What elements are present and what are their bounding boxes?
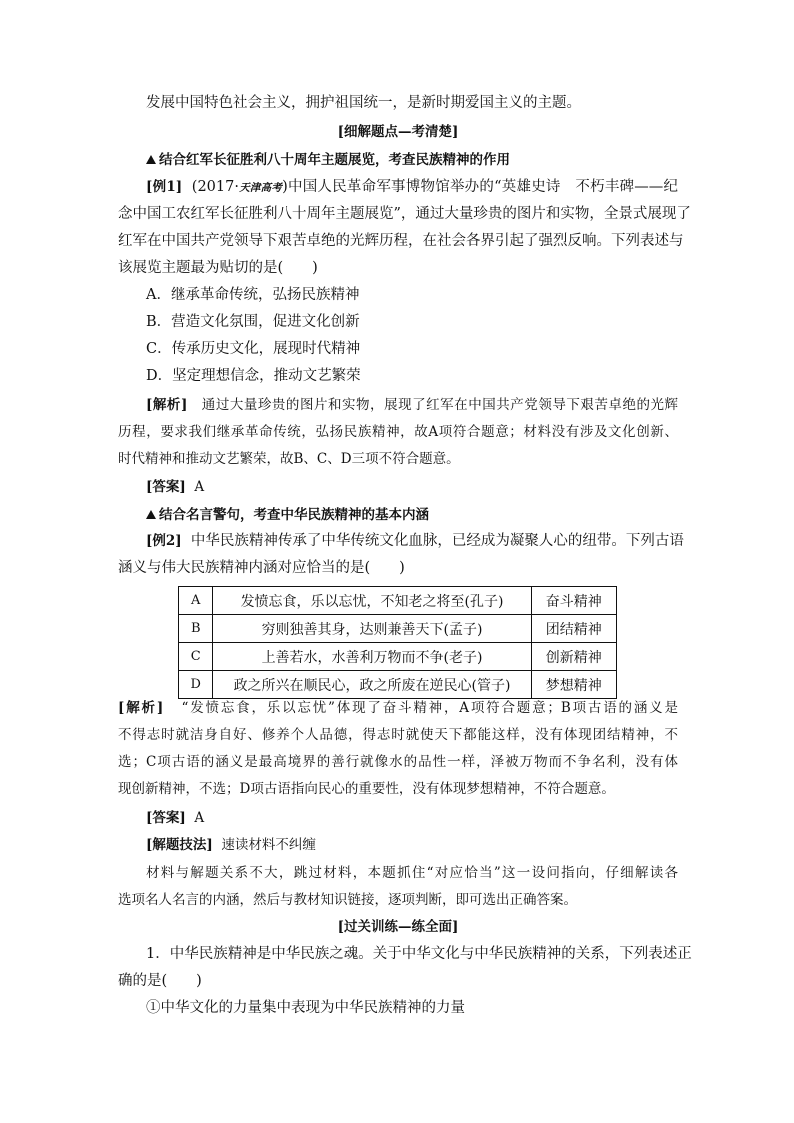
example-1-line-3: 红军在中国共产党领导下艰苦卓绝的光辉历程，在社会各界引起了强烈反响。下列表述与 bbox=[118, 233, 684, 249]
table-cell-letter: B bbox=[179, 615, 213, 643]
example-1-analysis-line-2: 历程，要求我们继承革命传统，弘扬民族精神，故A项符合题意；材料没有涉及文化创新、 bbox=[118, 424, 678, 440]
example-1-analysis-line-1 bbox=[146, 394, 678, 416]
example-1-analysis-label: [解析] bbox=[146, 397, 188, 413]
example-1-answer bbox=[146, 476, 678, 498]
example-1-option-a: A．继承革命传统，弘扬民族精神 bbox=[146, 287, 360, 303]
point-heading-1-text: 结合红军长征胜利八十周年主题展览，考查民族精神的作用 bbox=[159, 152, 510, 168]
example-2-analysis-label: [解析] bbox=[118, 700, 164, 716]
example-1-option-b: B．营造文化氛围，促进文化创新 bbox=[146, 314, 360, 330]
table-cell-spirit: 团结精神 bbox=[531, 615, 616, 643]
table-cell-quote: 发愤忘食，乐以忘忧，不知老之将至(孔子) bbox=[213, 587, 531, 615]
intro-line: 发展中国特色社会主义，拥护祖国统一，是新时期爱国主义的主题。 bbox=[146, 95, 581, 111]
table-row bbox=[179, 587, 617, 615]
table-row bbox=[179, 671, 617, 699]
table-cell-quote: 上善若水，水善利万物而不争(老子) bbox=[213, 643, 531, 671]
question-1-line-1: 1．中华民族精神是中华民族之魂。关于中华文化与中华民族精神的关系，下列表述正 bbox=[146, 946, 692, 962]
example-1-label: [例1] bbox=[146, 179, 183, 195]
tips-title: 速读材料不纠缠 bbox=[221, 837, 316, 853]
example-1-answer-value: A bbox=[194, 479, 205, 495]
example-2-analysis-line-3: 选；C项古语的涵义是最高境界的善行就像水的品性一样，泽被万物而不争名利，没有体 bbox=[118, 754, 678, 770]
section-title-practice: [过关训练—练全面] bbox=[337, 919, 459, 935]
table-cell-spirit: 梦想精神 bbox=[531, 671, 616, 699]
example-2-analysis-line-1 bbox=[118, 697, 678, 719]
table-cell-quote: 穷则独善其身，达则兼善天下(孟子) bbox=[213, 615, 531, 643]
tips-line-2: 选项名人名言的内涵，然后与教材知识链接，逐项判断，即可选出正确答案。 bbox=[118, 892, 577, 908]
example-2-answer bbox=[146, 807, 678, 829]
example-1-line-2: 念中国工农红军长征胜利八十周年主题展览”，通过大量珍贵的图片和实物，全景式展现了 bbox=[118, 206, 691, 222]
example-2-options-table bbox=[178, 586, 617, 699]
table-cell-spirit: 创新精神 bbox=[531, 643, 616, 671]
example-2-line-1-text: 中华民族精神传承了中华传统文化血脉，已经成为凝聚人心的纽带。下列古语 bbox=[190, 533, 684, 549]
table-row bbox=[179, 615, 617, 643]
example-1-source: 天津高考 bbox=[238, 182, 283, 194]
example-2-label: [例2] bbox=[146, 533, 182, 549]
table-row bbox=[179, 643, 617, 671]
example-2-line-2: 涵义与伟大民族精神内涵对应恰当的是( ) bbox=[118, 560, 405, 576]
example-1-line-1 bbox=[146, 176, 678, 199]
example-2-analysis-line-4: 现创新精神，不选；D项古语指向民心的重要性，没有体现梦想精神，不符合题意。 bbox=[118, 781, 615, 797]
table-cell-quote: 政之所兴在顺民心，政之所废在逆民心(管子) bbox=[213, 671, 531, 699]
example-2-answer-label: [答案] bbox=[146, 810, 186, 826]
tips-label: [解题技法] bbox=[146, 837, 213, 853]
table-cell-letter: D bbox=[179, 671, 213, 699]
example-2-line-1 bbox=[146, 530, 684, 552]
question-1-item-1: ①中华文化的力量集中表现为中华民族精神的力量 bbox=[146, 1000, 465, 1016]
table-cell-letter: C bbox=[179, 643, 213, 671]
example-2-answer-value: A bbox=[194, 810, 205, 826]
example-2-analysis-line-2: 不得志时就洁身自好、修养个人品德，得志时就使天下都能这样，没有体现团结精神，不 bbox=[118, 727, 678, 743]
point-heading-1 bbox=[146, 149, 678, 171]
table-cell-spirit: 奋斗精神 bbox=[531, 587, 616, 615]
tips-heading bbox=[146, 834, 678, 856]
point-heading-2-text: 结合名言警句，考查中华民族精神的基本内涵 bbox=[159, 507, 429, 523]
example-1-line-1-text: )中国人民革命军事博物馆举办的“英雄史诗 不朽丰碑——纪 bbox=[282, 179, 678, 195]
example-1-analysis-line-3: 时代精神和推动文艺繁荣，故B、C、D三项不符合题意。 bbox=[118, 451, 460, 467]
example-2-analysis-text-1: “发愤忘食，乐以忘忧”体现了奋斗精神，A项符合题意；B项古语的涵义是 bbox=[181, 700, 678, 716]
point-heading-2 bbox=[146, 504, 678, 526]
example-1-option-d: D．坚定理想信念，推动文艺繁荣 bbox=[146, 368, 361, 384]
question-1-line-2: 确的是( ) bbox=[118, 973, 202, 989]
example-1-analysis-text-1: 通过大量珍贵的图片和实物，展现了红军在中国共产党领导下艰苦卓绝的光辉 bbox=[201, 397, 679, 413]
tips-line-1: 材料与解题关系不大，跳过材料，本题抓住“对应恰当”这一设问指向，仔细解读各 bbox=[146, 865, 678, 881]
example-1-answer-label: [答案] bbox=[146, 479, 186, 495]
section-title-detailed-points: [细解题点—考清楚] bbox=[337, 124, 459, 140]
example-1-year: (2017· bbox=[191, 179, 239, 195]
table-cell-letter: A bbox=[179, 587, 213, 615]
triangle-bullet-icon bbox=[146, 510, 156, 519]
triangle-bullet-icon bbox=[146, 155, 156, 164]
example-1-line-4: 该展览主题最为贴切的是( ) bbox=[118, 260, 318, 276]
example-1-option-c: C．传承历史文化，展现时代精神 bbox=[146, 341, 361, 357]
